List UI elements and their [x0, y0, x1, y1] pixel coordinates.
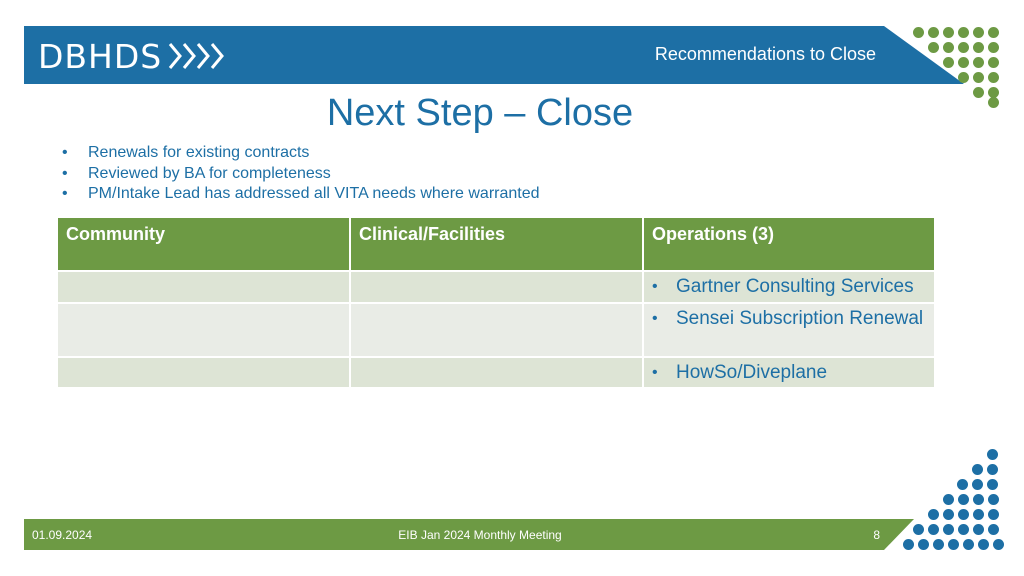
- bullet-item: • Reviewed by BA for completeness: [62, 164, 540, 185]
- decorative-dot: [988, 27, 999, 38]
- decorative-dot: [987, 479, 998, 490]
- table-row: [57, 271, 935, 303]
- decorative-dot: [958, 42, 969, 53]
- decorative-dot: [972, 464, 983, 475]
- table-cell: [643, 357, 935, 388]
- table-cell: [643, 303, 935, 357]
- decorative-dot: [943, 27, 954, 38]
- table-cell: [57, 271, 350, 303]
- decorative-dot: [913, 524, 924, 535]
- decorative-dot: [963, 539, 974, 550]
- column-header-community: Community: [57, 217, 350, 271]
- column-header-operations: Operations (3): [643, 217, 935, 271]
- footer-date: 01.09.2024: [32, 528, 93, 542]
- decorative-dot: [988, 42, 999, 53]
- decorative-dot: [972, 479, 983, 490]
- decorative-dot: [958, 27, 969, 38]
- decorative-dot: [973, 42, 984, 53]
- decorative-dot: [903, 539, 914, 550]
- decorative-dot: [928, 42, 939, 53]
- decorative-dot: [958, 57, 969, 68]
- decorative-dot: [978, 539, 989, 550]
- decorative-dot: [928, 524, 939, 535]
- decorative-dot: [993, 539, 1004, 550]
- page-number: 8: [873, 528, 880, 542]
- decorative-dot: [973, 72, 984, 83]
- decorative-dot: [928, 509, 939, 520]
- table-row: [57, 357, 935, 388]
- decorative-dot: [928, 27, 939, 38]
- bullet-item: • PM/Intake Lead has addressed all VITA needs where warranted: [62, 184, 540, 205]
- logo-text: DBHDS: [38, 36, 163, 76]
- decorative-dot: [943, 42, 954, 53]
- page-title: Next Step – Close: [326, 92, 634, 134]
- operations-item: • Sensei Subscription Renewal: [652, 307, 926, 330]
- table-cell: [643, 271, 935, 303]
- decorative-dot: [987, 449, 998, 460]
- decorative-dot: [973, 509, 984, 520]
- table-cell: [57, 303, 350, 357]
- decorative-dot: [973, 27, 984, 38]
- table-cell: [57, 357, 350, 388]
- decorative-dot: [913, 27, 924, 38]
- bullet-list: [62, 143, 540, 205]
- table-cell: [350, 303, 643, 357]
- decorative-dot: [943, 57, 954, 68]
- decorative-dot: [973, 494, 984, 505]
- decorative-dot: [933, 539, 944, 550]
- decorative-dot: [973, 57, 984, 68]
- column-header-clinical-facilities: Clinical/Facilities: [350, 217, 643, 271]
- table-cell: [350, 357, 643, 388]
- decorative-dot: [957, 479, 968, 490]
- operations-item: • Gartner Consulting Services: [652, 275, 926, 298]
- bullet-item: • Renewals for existing contracts: [62, 143, 540, 164]
- recommendations-table: [56, 216, 936, 389]
- table-header-row: [57, 217, 935, 271]
- decorative-dot: [988, 72, 999, 83]
- operations-item: • HowSo/Diveplane: [652, 361, 926, 384]
- decorative-dot: [988, 524, 999, 535]
- chevron-arrows-icon: [168, 40, 226, 72]
- table-row: [57, 303, 935, 357]
- decorative-dot: [988, 494, 999, 505]
- table-cell: [350, 271, 643, 303]
- dbhds-logo: [38, 36, 226, 76]
- decorative-dot: [943, 509, 954, 520]
- decorative-dot: [918, 539, 929, 550]
- decorative-dot: [973, 524, 984, 535]
- footer-event-title: EIB Jan 2024 Monthly Meeting: [398, 528, 562, 542]
- decorative-dot: [987, 464, 998, 475]
- decorative-dot: [958, 509, 969, 520]
- section-title: Recommendations to Close: [654, 44, 876, 64]
- decorative-dot: [958, 72, 969, 83]
- decorative-dot: [943, 494, 954, 505]
- decorative-dot: [958, 494, 969, 505]
- decorative-dot: [988, 97, 999, 108]
- decorative-dot: [973, 87, 984, 98]
- decorative-dot: [988, 57, 999, 68]
- decorative-dot: [988, 509, 999, 520]
- decorative-dot: [948, 539, 959, 550]
- decorative-dot: [958, 524, 969, 535]
- decorative-dot: [943, 524, 954, 535]
